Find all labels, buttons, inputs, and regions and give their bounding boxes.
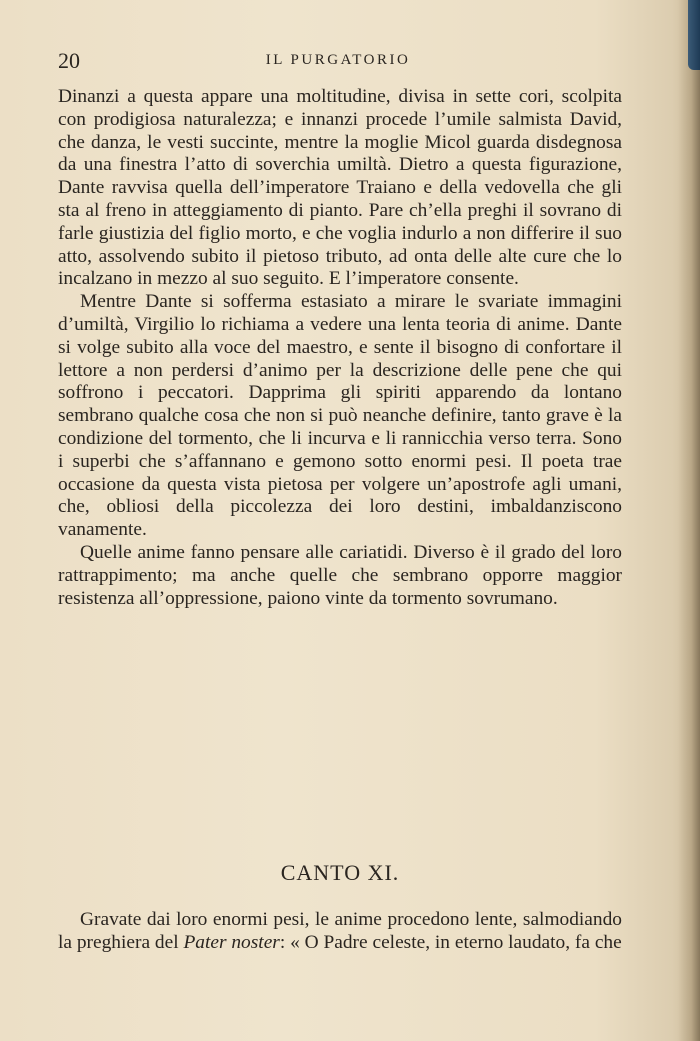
bookmark-tab — [688, 0, 700, 70]
canto-text — [58, 908, 622, 954]
canto-heading: CANTO XI. — [280, 860, 400, 885]
paragraph-3: Quelle anime fanno pensare alle cariatidi. Diverso è il grado del loro rattrappimento; ma anche quelle che sembrano opporre maggior resistenza all’oppressione, paiono vinte da tormento sovrumano. — [58, 541, 622, 609]
page-edge-shadow — [678, 0, 700, 1041]
paragraph-2: Mentre Dante si sofferma estasiato a mirare le svariate immagini d’umiltà, Virgilio lo richiama a vedere una lenta teoria di anime. Dante si volge subito alla voce del maestro, e sente il bisogno di confortare il lettore a non perdersi d’animo per la descrizione delle pene che qui soffrono i peccatori. Dapprima gli spiriti apparendo da lontano sembrano qualche cosa che non si può neanche definire, tanto grave è la condizione del tormento, che li incurva e li rannicchia verso terra. Sono i superbi che s’affannano e gemono sotto enormi pesi. Il poeta trae occasione da questa vista pietosa per volgere un’apostrofe agli umani, che, obliosi della piccolezza dei loro destini, imbaldanziscono vanamente. — [58, 291, 622, 541]
paragraph-1: Dinanzi a questa appare una moltitudine, divisa in sette cori, scolpita con prodigiosa naturalezza; e innanzi procede l’umile salmista David, che danza, le vesti succinte, mentre la moglie Micol guarda disdegnosa da una finestra l’atto di soverchia umiltà. Dietro a questa figurazione, Dante ravvisa quella dell’imperatore Traiano e della vedovella che gli sta al freno in atteggiamento di pianto. Pare ch’ella preghi il sovrano di farle giustizia del figlio morto, e che voglia indurlo a non differire il suo atto, assolvendo subito il pietoso tributo, ad onta delle alte cure che lo incalzano in mezzo al suo seguito. E l’imperatore consente. — [58, 86, 622, 290]
summary-text — [58, 86, 622, 610]
page-header — [58, 48, 618, 78]
canto-text-start: Gravate dai loro enormi pesi, le anime procedono lente, salmodiando la preghiera del — [58, 909, 622, 953]
canto-paragraph — [58, 908, 622, 954]
page-number: 20 — [58, 48, 80, 73]
canto-text-italic: Pater noster — [183, 932, 280, 953]
canto-text-end: : « O Padre celeste, in eterno laudato, fa che — [279, 932, 622, 953]
running-title: IL PURGATORIO — [265, 52, 411, 68]
